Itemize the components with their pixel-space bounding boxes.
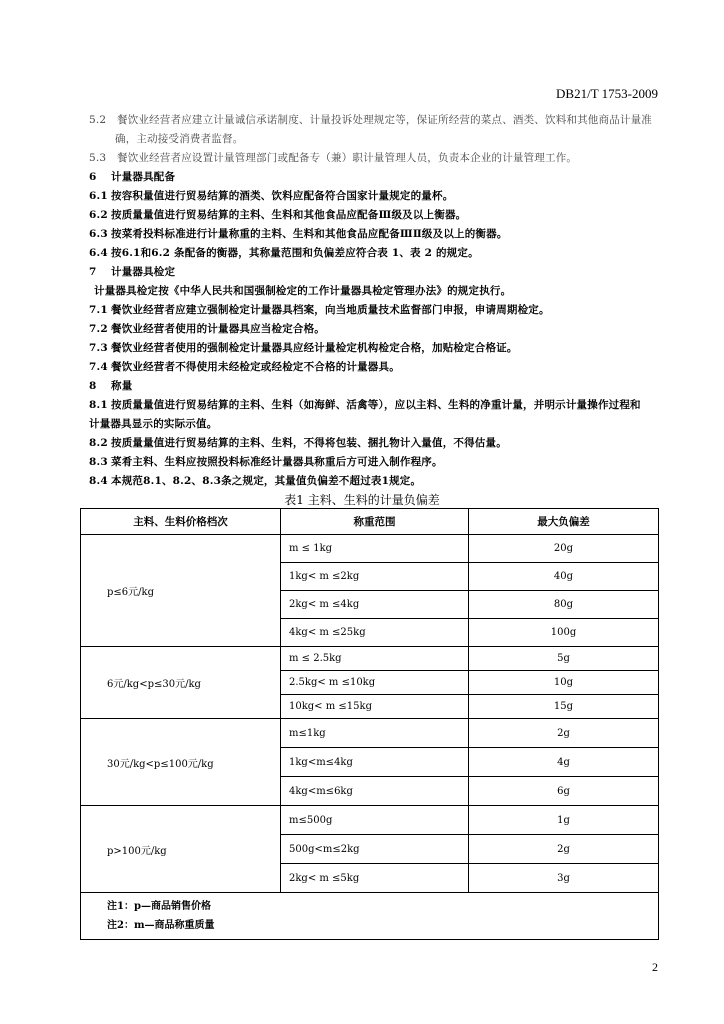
- max-error-cell: 10g: [469, 671, 659, 695]
- clause-7-2: [89, 320, 659, 339]
- note-1: 注1：p—商品销售价格: [107, 901, 211, 912]
- clause-text: 计量器具显示的实际示值。: [89, 418, 218, 430]
- clause-text: 餐饮业经营者应建立计量诚信承诺制度、计量投诉处理规定等，保证所经营的菜点、酒类、饮料和其他商品计量准: [117, 114, 652, 126]
- clause-7-1: [89, 301, 659, 320]
- max-error-cell: 40g: [469, 563, 659, 591]
- table-row: [81, 535, 659, 563]
- clause-7-3: [89, 339, 659, 358]
- max-error-cell: 2g: [469, 835, 659, 864]
- price-tier-cell: 6元/kg<p≤30元/kg: [81, 647, 281, 719]
- clause-number: 7: [89, 266, 97, 278]
- clause-number: 8.3: [89, 456, 108, 468]
- clause-6-4: [89, 244, 659, 263]
- clause-number: 7.2: [89, 323, 108, 335]
- table-notes: [81, 893, 659, 940]
- clause-number: 6.3: [89, 228, 108, 240]
- weight-range-cell: 500g<m≤2kg: [281, 835, 469, 864]
- clause-text: 按质量量值进行贸易结算的主料、生料，不得将包装、捆扎物计入量值，不得估量。: [111, 437, 507, 449]
- weight-range-cell: 4kg<m≤6kg: [281, 777, 469, 806]
- max-error-cell: 5g: [469, 647, 659, 671]
- clause-text: 餐饮业经营者使用的强制检定计量器具应经计量检定机构检定合格，加贴检定合格证。: [111, 342, 518, 354]
- clause-text: 按质量量值进行贸易结算的主料、生料（如海鲜、活禽等），应以主料、生料的净重计量，并明示计量操作过程和: [111, 399, 641, 411]
- max-error-cell: 6g: [469, 777, 659, 806]
- clause-number: 6: [89, 171, 97, 183]
- document-code: DB21/T 1753-2009: [556, 86, 658, 101]
- section-title: 计量器具配备: [111, 171, 176, 183]
- price-tier-cell: 30元/kg<p≤100元/kg: [81, 719, 281, 806]
- header-max-negative-error: 最大负偏差: [469, 509, 659, 535]
- clause-text: 菜肴主料、生料应按照投料标准经计量器具称重后方可进入制作程序。: [111, 456, 443, 468]
- section-title: 计量器具检定: [111, 266, 176, 278]
- clause-8-4: [89, 472, 659, 491]
- clause-text: 按菜肴投料标准进行计量称重的主料、生料和其他食品应配备ⅢⅡ级及以上的衡器。: [111, 228, 508, 240]
- weight-range-cell: m ≤ 1kg: [281, 535, 469, 563]
- clause-6-2: [89, 206, 659, 225]
- max-error-cell: 1g: [469, 806, 659, 835]
- clause-text: 本规范8.1、8.2、8.3条之规定，其量值负偏差不超过表1规定。: [111, 475, 422, 487]
- max-error-cell: 2g: [469, 719, 659, 748]
- clause-6-3: [89, 225, 659, 244]
- deviation-table: [80, 508, 659, 940]
- clause-text: 按6.1和6.2 条配备的衡器，其称量范围和负偏差应符合表 1、表 2 的规定。: [111, 247, 479, 259]
- clause-number: 7.1: [89, 304, 108, 316]
- max-error-cell: 4g: [469, 748, 659, 777]
- clause-number: 6.4: [89, 247, 108, 259]
- clause-text: 餐饮业经营者使用的计量器具应当检定合格。: [111, 323, 325, 335]
- weight-range-cell: m≤1kg: [281, 719, 469, 748]
- table-notes-row: [81, 893, 659, 940]
- page-number: 2: [652, 960, 658, 974]
- clause-5-3: [89, 149, 659, 168]
- section-7-intro: [89, 282, 659, 301]
- body-text: [89, 111, 659, 491]
- price-tier-cell: p≤6元/kg: [81, 535, 281, 647]
- note-2: 注2：m—商品称重质量: [107, 920, 215, 931]
- clause-text: 餐饮业经营者应建立强制检定计量器具档案，向当地质量技术监督部门申报，申请周期检定。: [111, 304, 550, 316]
- table-header-row: [81, 509, 659, 535]
- clause-number: 8.4: [89, 475, 108, 487]
- clause-number: 5.2: [89, 114, 107, 126]
- clause-number: 8.2: [89, 437, 108, 449]
- weight-range-cell: 1kg< m ≤2kg: [281, 563, 469, 591]
- clause-number: 5.3: [89, 152, 107, 164]
- max-error-cell: 100g: [469, 619, 659, 647]
- table-caption: 表1 主料、生料的计量负偏差: [284, 493, 440, 507]
- clause-text: 按容积量值进行贸易结算的酒类、饮料应配备符合国家计量规定的量杯。: [111, 190, 454, 202]
- clause-5-2: [89, 111, 659, 130]
- clause-number: 7.3: [89, 342, 108, 354]
- section-6-heading: [89, 168, 659, 187]
- max-error-cell: 15g: [469, 695, 659, 719]
- clause-number: 6.2: [89, 209, 108, 221]
- clause-8-1: [89, 396, 659, 415]
- clause-6-1: [89, 187, 659, 206]
- clause-5-2-cont: [89, 130, 659, 149]
- weight-range-cell: 4kg< m ≤25kg: [281, 619, 469, 647]
- clause-8-1-cont: [89, 415, 659, 434]
- clause-number: 8.1: [89, 399, 108, 411]
- weight-range-cell: 2kg< m ≤5kg: [281, 864, 469, 893]
- price-tier-cell: p>100元/kg: [81, 806, 281, 893]
- weight-range-cell: 2kg< m ≤4kg: [281, 591, 469, 619]
- clause-number: 8: [89, 380, 97, 392]
- clause-7-4: [89, 358, 659, 377]
- table-row: [81, 719, 659, 748]
- section-7-heading: [89, 263, 659, 282]
- clause-8-2: [89, 434, 659, 453]
- clause-8-3: [89, 453, 659, 472]
- clause-number: 7.4: [89, 361, 108, 373]
- clause-text: 计量器具检定按《中华人民共和国强制检定的工作计量器具检定管理办法》的规定执行。: [94, 285, 512, 297]
- clause-text: 餐饮业经营者应设置计量管理部门或配备专（兼）职计量管理人员，负责本企业的计量管理工作。: [117, 152, 578, 164]
- table-row: [81, 647, 659, 671]
- weight-range-cell: m≤500g: [281, 806, 469, 835]
- header-weight-range: 称重范围: [281, 509, 469, 535]
- max-error-cell: 3g: [469, 864, 659, 893]
- max-error-cell: 80g: [469, 591, 659, 619]
- weight-range-cell: 1kg<m≤4kg: [281, 748, 469, 777]
- weight-range-cell: 2.5kg< m ≤10kg: [281, 671, 469, 695]
- clause-text: 餐饮业经营者不得使用未经检定或经检定不合格的计量器具。: [111, 361, 400, 373]
- section-8-heading: [89, 377, 659, 396]
- weight-range-cell: m ≤ 2.5kg: [281, 647, 469, 671]
- clause-text: 按质量量值进行贸易结算的主料、生料和其他食品应配备Ⅲ级及以上衡器。: [111, 209, 467, 221]
- header-price-tier: 主料、生料价格档次: [81, 509, 281, 535]
- clause-number: 6.1: [89, 190, 108, 202]
- clause-text: 确，主动接受消费者监督。: [115, 133, 244, 145]
- weight-range-cell: 10kg< m ≤15kg: [281, 695, 469, 719]
- max-error-cell: 20g: [469, 535, 659, 563]
- section-title: 称量: [111, 380, 133, 392]
- table-row: [81, 806, 659, 835]
